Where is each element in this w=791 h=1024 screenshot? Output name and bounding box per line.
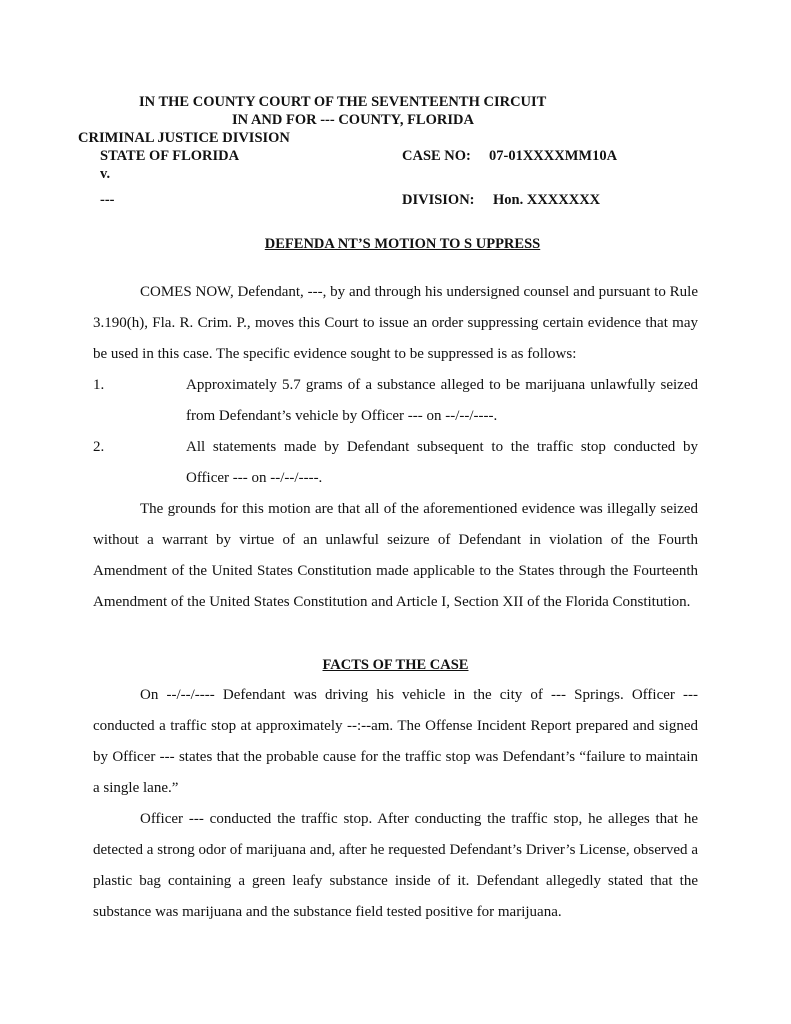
versus-label: v.	[100, 166, 111, 182]
plaintiff-name: STATE OF FLORIDA	[100, 148, 240, 164]
item-number-1: 1.	[93, 377, 105, 393]
case-number-label: CASE NO:	[402, 148, 471, 164]
division-label: DIVISION:	[402, 192, 475, 208]
motion-title: DEFENDA NT’S MOTION TO S UPPRESS	[264, 236, 541, 252]
facts-paragraph-2: Officer --- conducted the traffic stop. After conducting the traffic stop, he alleges that he detected a strong odor of marijuana and, after he requested Defendant’s Driver’s License, observed a plastic bag containing a green leafy substance inside of it. Defendant allegedly stated that the substance was marijuana and the substance field tested positive for marijuana.	[93, 811, 698, 920]
item-text-2: All statements made by Defendant subsequent to the traffic stop conducted by Officer --- on --/--/----.	[186, 439, 698, 486]
court-name-line2: IN AND FOR --- COUNTY, FLORIDA	[232, 112, 474, 128]
item-number-2: 2.	[93, 439, 105, 455]
item-text-1: Approximately 5.7 grams of a substance alleged to be marijuana unlawfully seized from Defendant’s vehicle by Officer --- on --/--/----.	[186, 377, 698, 424]
case-number-value: 07-01XXXXMM10A	[489, 148, 618, 164]
grounds-paragraph: The grounds for this motion are that all of the aforementioned evidence was illegally seized without a warrant by virtue of an unlawful seizure of Defendant in violation of the Fourth Amendment of the United States Constitution made applicable to the States through the Fourteenth Amendment of the United States Constitution and Article I, Section XII of the Florida Constitution.	[93, 501, 698, 610]
intro-paragraph: COMES NOW, Defendant, ---, by and through his undersigned counsel and pursuant to Rule 3.190(h), Fla. R. Crim. P., moves this Court to issue an order suppressing certain evidence that may be used in this case. The specific evidence sought to be suppressed is as follows:	[93, 284, 698, 362]
court-name-line1: IN THE COUNTY COURT OF THE SEVENTEENTH CIRCUIT	[139, 94, 547, 110]
facts-heading: FACTS OF THE CASE	[322, 657, 469, 673]
division-judge: Hon. XXXXXXX	[493, 192, 601, 208]
defendant-name: ---	[100, 192, 115, 208]
division-name: CRIMINAL JUSTICE DIVISION	[78, 130, 290, 146]
facts-paragraph-1: On --/--/---- Defendant was driving his vehicle in the city of --- Springs. Officer --- conducted a traffic stop at approximately --:--am. The Offense Incident Report prepared and signed by Officer --- states that the probable cause for the traffic stop was Defendant’s “failure to maintain a single lane.”	[93, 687, 698, 796]
